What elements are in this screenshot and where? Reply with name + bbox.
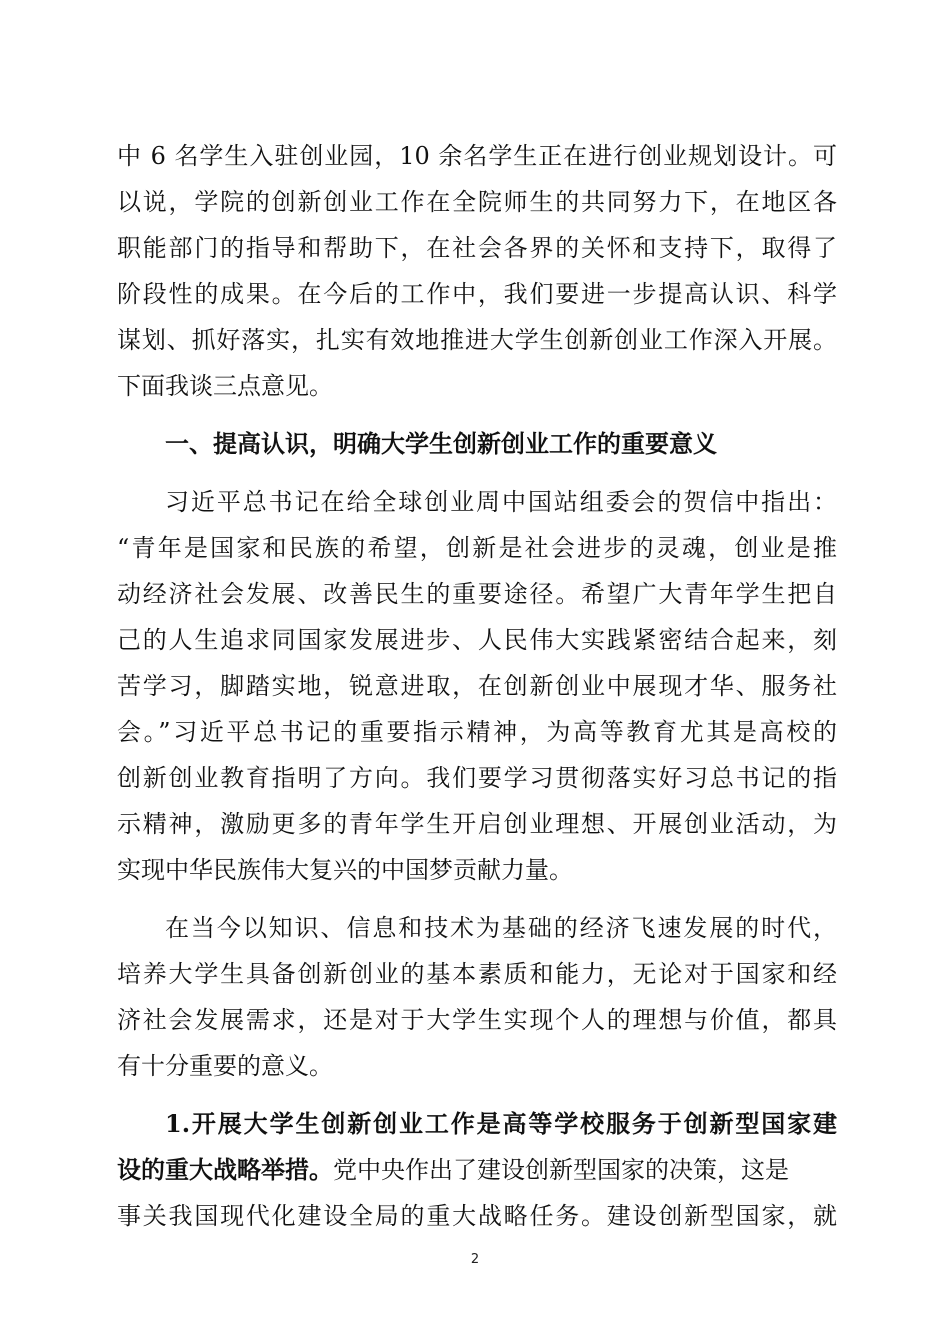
section-heading: 一、提高认识，明确大学生创新创业工作的重要意义	[165, 429, 717, 458]
body-text-line: 下面我谈三点意见。	[117, 372, 333, 400]
body-text-line: 以说，学院的创新创业工作在全院师生的共同努力下，在地区各	[117, 188, 837, 216]
body-text-line: 有十分重要的意义。	[117, 1052, 333, 1080]
body-text-line: 事关我国现代化建设全局的重大战略任务。建设创新型国家，就	[117, 1202, 837, 1230]
body-text-line-mixed	[117, 1149, 837, 1191]
body-text-line: 会。”习近平总书记的重要指示精神，为高等教育尤其是高校的	[117, 718, 837, 746]
body-text-line: 示精神，激励更多的青年学生开启创业理想、开展创业活动，为	[117, 810, 837, 838]
body-text-line: 动经济社会发展、改善民生的重要途径。希望广大青年学生把自	[117, 580, 837, 608]
body-text-segment: 党中央作出了建设创新型国家的决策，这是	[333, 1156, 789, 1184]
body-text-line: 培养大学生具备创新创业的基本素质和能力，无论对于国家和经	[117, 960, 837, 988]
body-text-line: 在当今以知识、信息和技术为基础的经济飞速发展的时代，	[165, 914, 837, 942]
body-text-line: 阶段性的成果。在今后的工作中，我们要进一步提高认识、科学	[117, 280, 837, 308]
subsection-heading-continued: 设的重大战略举措。	[117, 1155, 333, 1184]
body-text-line: 济社会发展需求，还是对于大学生实现个人的理想与价值，都具	[117, 1006, 837, 1034]
body-text-line: 职能部门的指导和帮助下，在社会各界的关怀和支持下，取得了	[117, 234, 837, 262]
body-text-line: 谋划、抓好落实，扎实有效地推进大学生创新创业工作深入开展。	[117, 326, 837, 354]
body-text-line: 习近平总书记在给全球创业周中国站组委会的贺信中指出：	[165, 488, 837, 516]
page-number: 2	[470, 1252, 480, 1267]
body-text-line: 苦学习，脚踏实地，锐意进取，在创新创业中展现才华、服务社	[117, 672, 837, 700]
body-text-line: 创新创业教育指明了方向。我们要学习贯彻落实好习总书记的指	[117, 764, 837, 792]
body-text-line: 中 6 名学生入驻创业园，10 余名学生正在进行创业规划设计。可	[117, 142, 837, 170]
body-text-line: 己的人生追求同国家发展进步、人民伟大实践紧密结合起来，刻	[117, 626, 837, 654]
body-text-line: 实现中华民族伟大复兴的中国梦贡献力量。	[117, 856, 573, 884]
subsection-heading: 1.开展大学生创新创业工作是高等学校服务于创新型国家建	[165, 1109, 837, 1138]
body-text-line: “青年是国家和民族的希望，创新是社会进步的灵魂，创业是推	[117, 534, 837, 562]
